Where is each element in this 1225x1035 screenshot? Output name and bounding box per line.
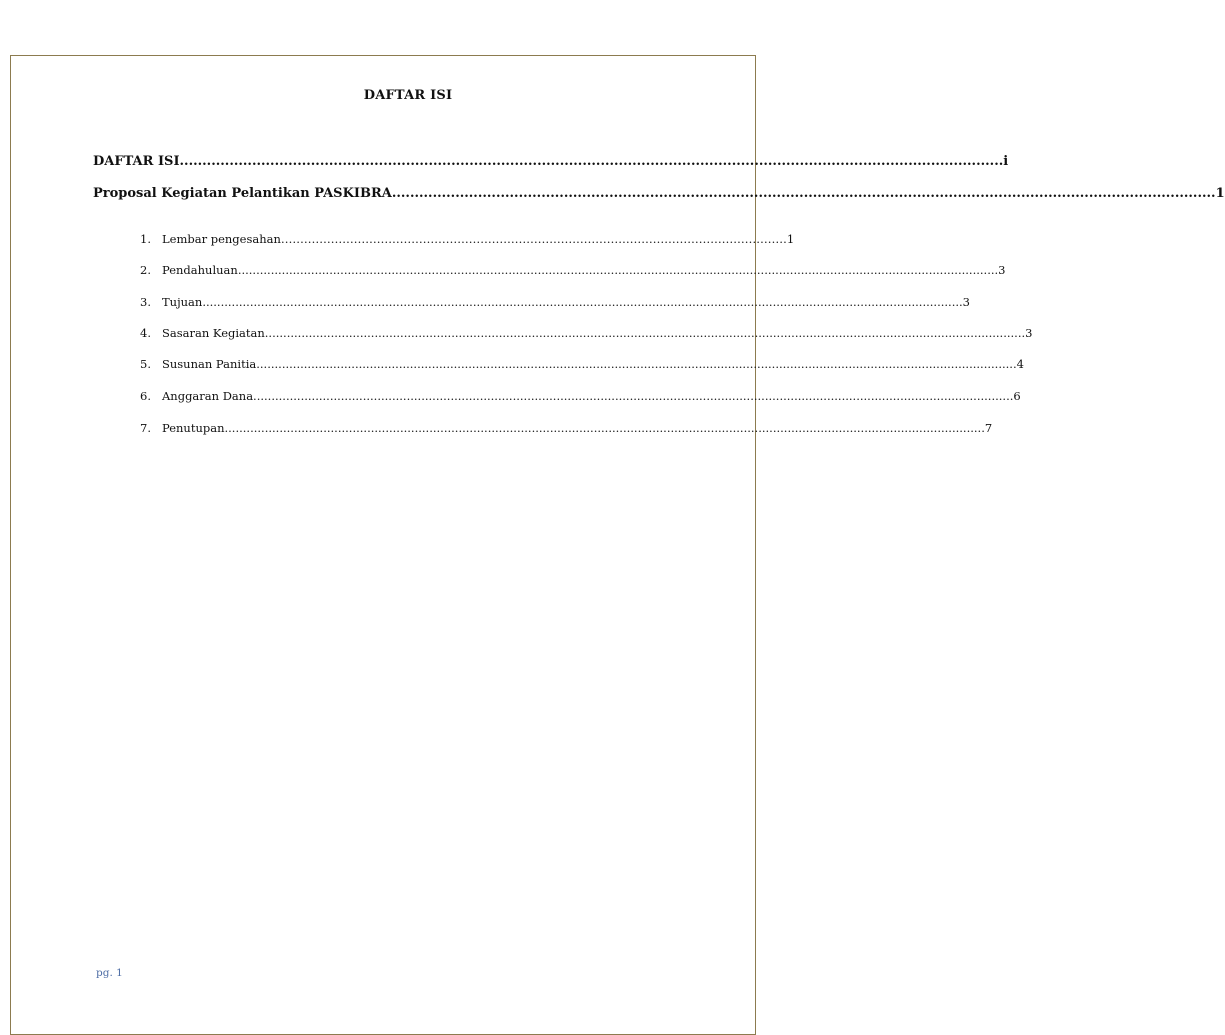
toc-page-number: i xyxy=(1003,154,1009,169)
toc-entry-label: Sasaran Kegiatan xyxy=(162,326,265,340)
toc-entry-label: Susunan Panitia xyxy=(162,357,257,371)
toc-entry-label: DAFTAR ISI xyxy=(93,154,180,169)
toc-page-number: 3 xyxy=(998,263,1006,277)
toc-leader-dots: ...................................................................................................................................................................................... xyxy=(179,154,1004,169)
toc-entry-number: 5. xyxy=(140,357,151,371)
toc-leader-dots: ................................................................................................................................................................................................................ xyxy=(264,326,1026,340)
toc-leader-dots: ................................................................................................................................................................................................................ xyxy=(224,421,985,435)
toc-leader-dots: ................................................................................................................................................................................................................ xyxy=(202,295,963,309)
toc-leader-dots: ................................................................................................................................................................................................................ xyxy=(256,357,1017,371)
toc-leader-dots: ...................................................................................................................................................................................... xyxy=(391,186,1216,201)
toc-page-number: 7 xyxy=(984,421,993,435)
toc-entry-label: Tujuan xyxy=(162,295,203,309)
toc-entry-number: 2. xyxy=(140,263,151,277)
toc-page-number: 3 xyxy=(1025,326,1033,340)
toc-entry-label: Pendahuluan xyxy=(162,263,238,277)
toc-entry-sub[interactable] xyxy=(140,421,993,435)
toc-entry-number: 3. xyxy=(140,295,151,309)
toc-entry-number: 7. xyxy=(140,421,151,435)
toc-entry-sub[interactable] xyxy=(140,295,970,309)
toc-entry-sub[interactable] xyxy=(140,232,795,246)
toc-entry-main[interactable] xyxy=(93,154,1009,169)
page-frame xyxy=(10,55,756,1035)
toc-leader-dots: …………………………………………………………………………………………………………………… xyxy=(280,232,787,246)
toc-leader-dots: ................................................................................................................................................................................................................ xyxy=(253,389,1014,403)
toc-leader-dots: ................................................................................................................................................................................................................ xyxy=(237,263,999,277)
toc-page-number: 6 xyxy=(1013,389,1021,403)
toc-entry-sub[interactable] xyxy=(140,357,1024,371)
toc-entry-number: 1. xyxy=(140,232,151,246)
toc-page-number: 3 xyxy=(962,295,970,309)
toc-entry-sub[interactable] xyxy=(140,263,1006,277)
toc-page-number: 4 xyxy=(1016,357,1024,371)
page-footer: pg. 1 xyxy=(96,967,123,979)
toc-page-number: 1 xyxy=(1215,186,1225,201)
toc-entry-label: Anggaran Dana xyxy=(162,389,254,403)
toc-page-number: 1 xyxy=(786,232,795,246)
toc-entry-sub[interactable] xyxy=(140,389,1021,403)
toc-entry-label: Lembar pengesahan xyxy=(162,232,281,246)
toc-entry-main[interactable] xyxy=(93,186,1225,201)
toc-entry-label: Proposal Kegiatan Pelantikan PASKIBRA xyxy=(93,186,392,201)
toc-entry-number: 6. xyxy=(140,389,151,403)
toc-entry-number: 4. xyxy=(140,326,151,340)
toc-entry-sub[interactable] xyxy=(140,326,1033,340)
document-title: DAFTAR ISI xyxy=(363,88,453,103)
toc-entry-label: Penutupan xyxy=(162,421,225,435)
